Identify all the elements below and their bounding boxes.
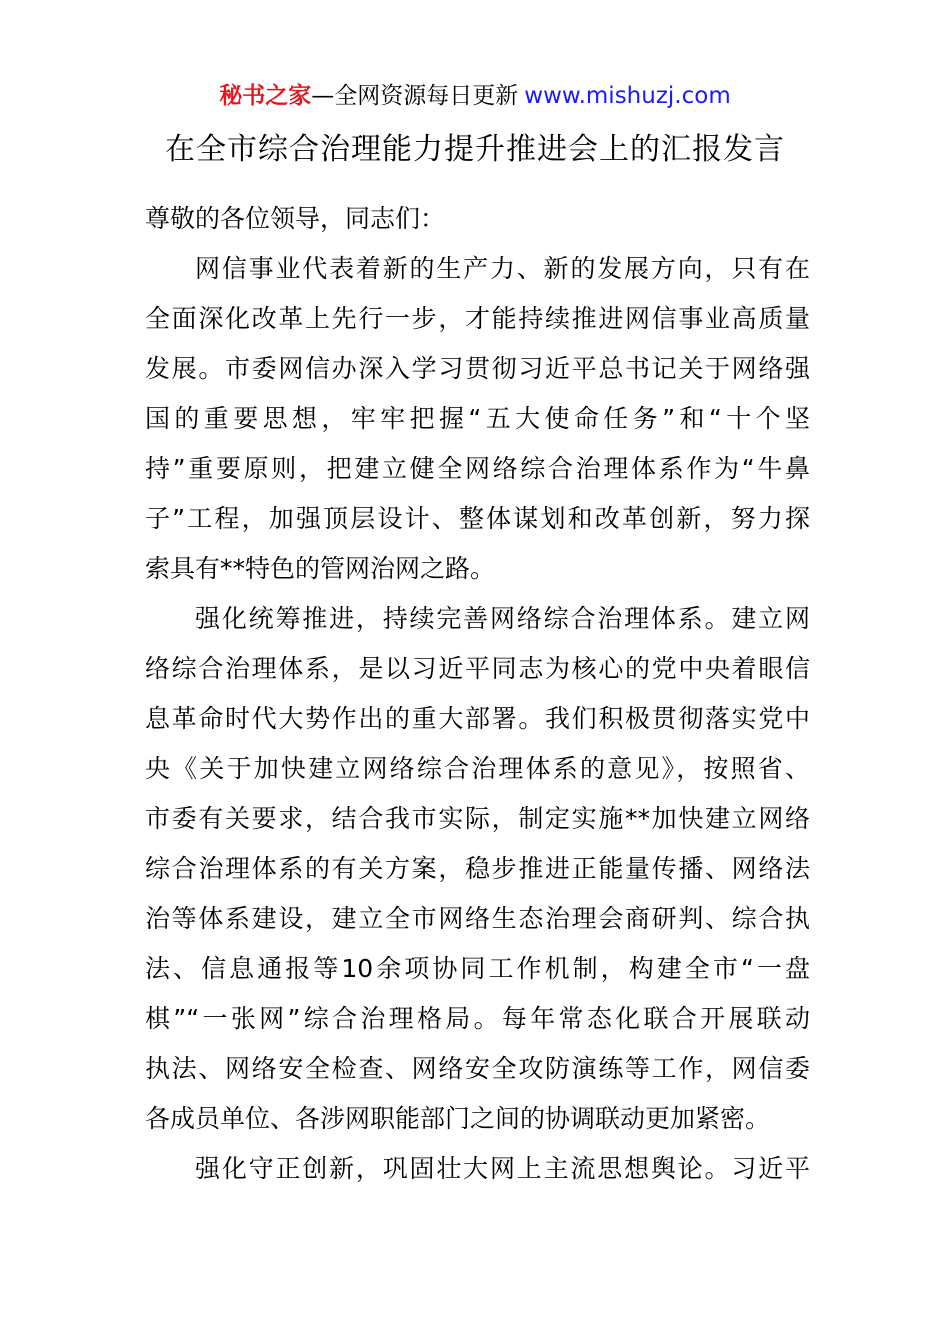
paragraph-line: 市委有关要求，结合我市实际，制定实施**加快建立网络 xyxy=(145,804,810,833)
paragraph-2 xyxy=(145,594,810,1144)
paragraph-line: 强化统筹推进，持续完善网络综合治理体系。建立网 xyxy=(195,604,810,633)
paragraph-line: 持”重要原则，把建立健全网络综合治理体系作为“牛鼻 xyxy=(145,454,810,483)
site-brand: 秘书之家 xyxy=(219,83,312,109)
paragraph-line: 全面深化改革上先行一步，才能持续推进网信事业高质量 xyxy=(145,304,810,333)
site-url-link[interactable]: www.mishuzj.com xyxy=(524,83,731,109)
paragraph-line: 强化守正创新，巩固壮大网上主流思想舆论。习近平 xyxy=(195,1154,810,1183)
site-banner xyxy=(0,80,950,112)
paragraph-3 xyxy=(145,1144,810,1194)
document-body xyxy=(145,194,810,1194)
site-tagline: —全网资源每日更新 xyxy=(311,83,519,109)
paragraph-line: 子”工程，加强顶层设计、整体谋划和改革创新，努力探 xyxy=(145,504,810,533)
paragraph-line: 各成员单位、各涉网职能部门之间的协调联动更加紧密。 xyxy=(145,1104,771,1133)
paragraph-line: 治等体系建设，建立全市网络生态治理会商研判、综合执 xyxy=(145,904,810,933)
paragraph-1 xyxy=(145,244,810,594)
document-title: 在全市综合治理能力提升推进会上的汇报发言 xyxy=(165,132,785,167)
paragraph-line: 国的重要思想，牢牢把握“五大使命任务”和“十个坚 xyxy=(145,404,810,433)
paragraph-line: 综合治理体系的有关方案，稳步推进正能量传播、网络法 xyxy=(145,854,810,883)
paragraph-line: 发展。市委网信办深入学习贯彻习近平总书记关于网络强 xyxy=(145,354,810,383)
paragraph-line: 央《关于加快建立网络综合治理体系的意见》，按照省、 xyxy=(145,754,810,783)
paragraph-line: 法、信息通报等10余项协同工作机制，构建全市“一盘 xyxy=(145,954,810,983)
paragraph-line: 息革命时代大势作出的重大部署。我们积极贯彻落实党中 xyxy=(145,704,810,733)
paragraph-line: 索具有**特色的管网治网之路。 xyxy=(145,554,496,583)
paragraph-line: 网信事业代表着新的生产力、新的发展方向，只有在 xyxy=(195,254,810,283)
paragraph-line: 络综合治理体系，是以习近平同志为核心的党中央着眼信 xyxy=(145,654,810,683)
salutation xyxy=(145,194,810,244)
paragraph-line: 执法、网络安全检查、网络安全攻防演练等工作，网信委 xyxy=(145,1054,810,1083)
paragraph-line: 棋”“一张网”综合治理格局。每年常态化联合开展联动 xyxy=(145,1004,810,1033)
salutation-text: 尊敬的各位领导，同志们： xyxy=(145,204,446,233)
